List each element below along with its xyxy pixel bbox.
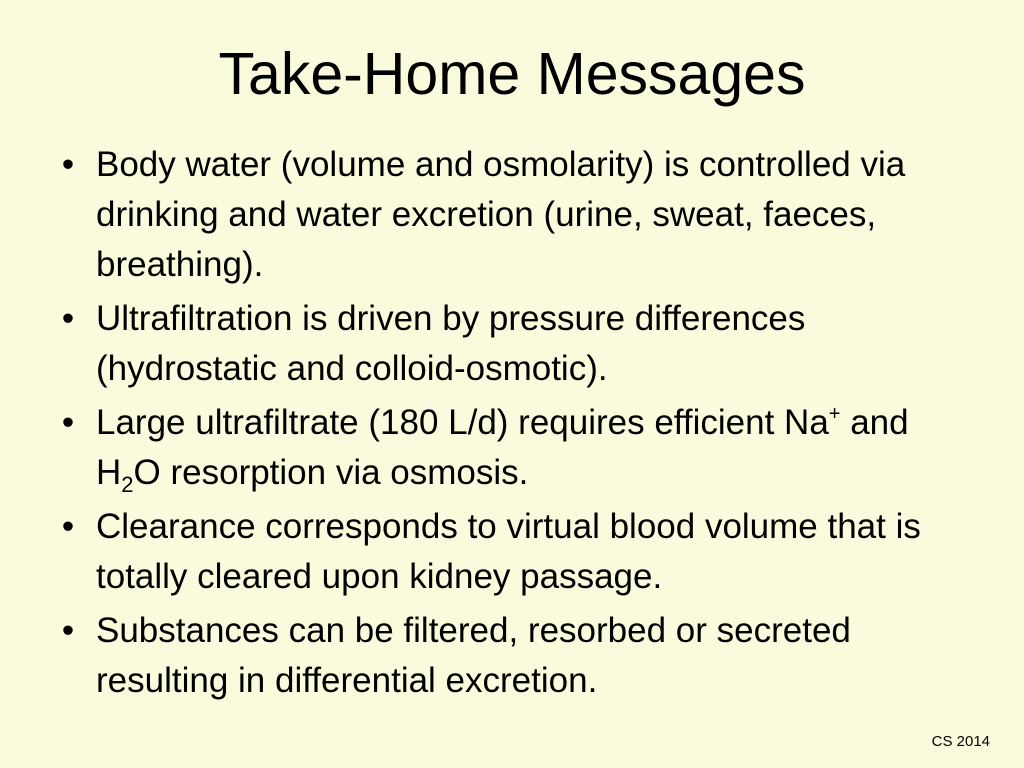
bullet-text-part1: Large ultrafiltrate (180 L/d) requires efficient Na bbox=[96, 403, 829, 442]
bullet-list bbox=[56, 140, 976, 710]
slide-title: Take-Home Messages bbox=[218, 41, 806, 107]
sodium-superscript: + bbox=[828, 403, 841, 425]
water-subscript: 2 bbox=[121, 472, 134, 497]
bullet-marker: • bbox=[61, 403, 75, 442]
bullet-text-part3: O resorption via osmosis. bbox=[133, 453, 529, 492]
bullet-item-ultrafiltrate bbox=[56, 398, 976, 498]
bullet-text-part2: and H bbox=[96, 403, 909, 492]
footer-credit: CS 2014 bbox=[931, 733, 990, 750]
bullet-marker: • bbox=[61, 145, 75, 184]
bullet-marker: • bbox=[61, 299, 75, 338]
bullet-text: Body water (volume and osmolarity) is controlled via drinking and water excretion (urine, sweat, faeces, breathing). bbox=[96, 145, 906, 284]
bullet-text: Clearance corresponds to virtual blood volume that is totally cleared upon kidney passage. bbox=[96, 507, 921, 596]
bullet-item-substances bbox=[56, 606, 976, 706]
bullet-marker: • bbox=[61, 507, 75, 546]
bullet-item-clearance bbox=[56, 502, 976, 602]
bullet-marker: • bbox=[61, 611, 75, 650]
bullet-item-ultrafiltration bbox=[56, 294, 976, 394]
bullet-text: Ultrafiltration is driven by pressure differences (hydrostatic and colloid-osmotic). bbox=[96, 299, 806, 388]
bullet-text: Substances can be filtered, resorbed or secreted resulting in differential excretion. bbox=[96, 611, 851, 700]
bullet-item-body-water bbox=[56, 140, 976, 290]
